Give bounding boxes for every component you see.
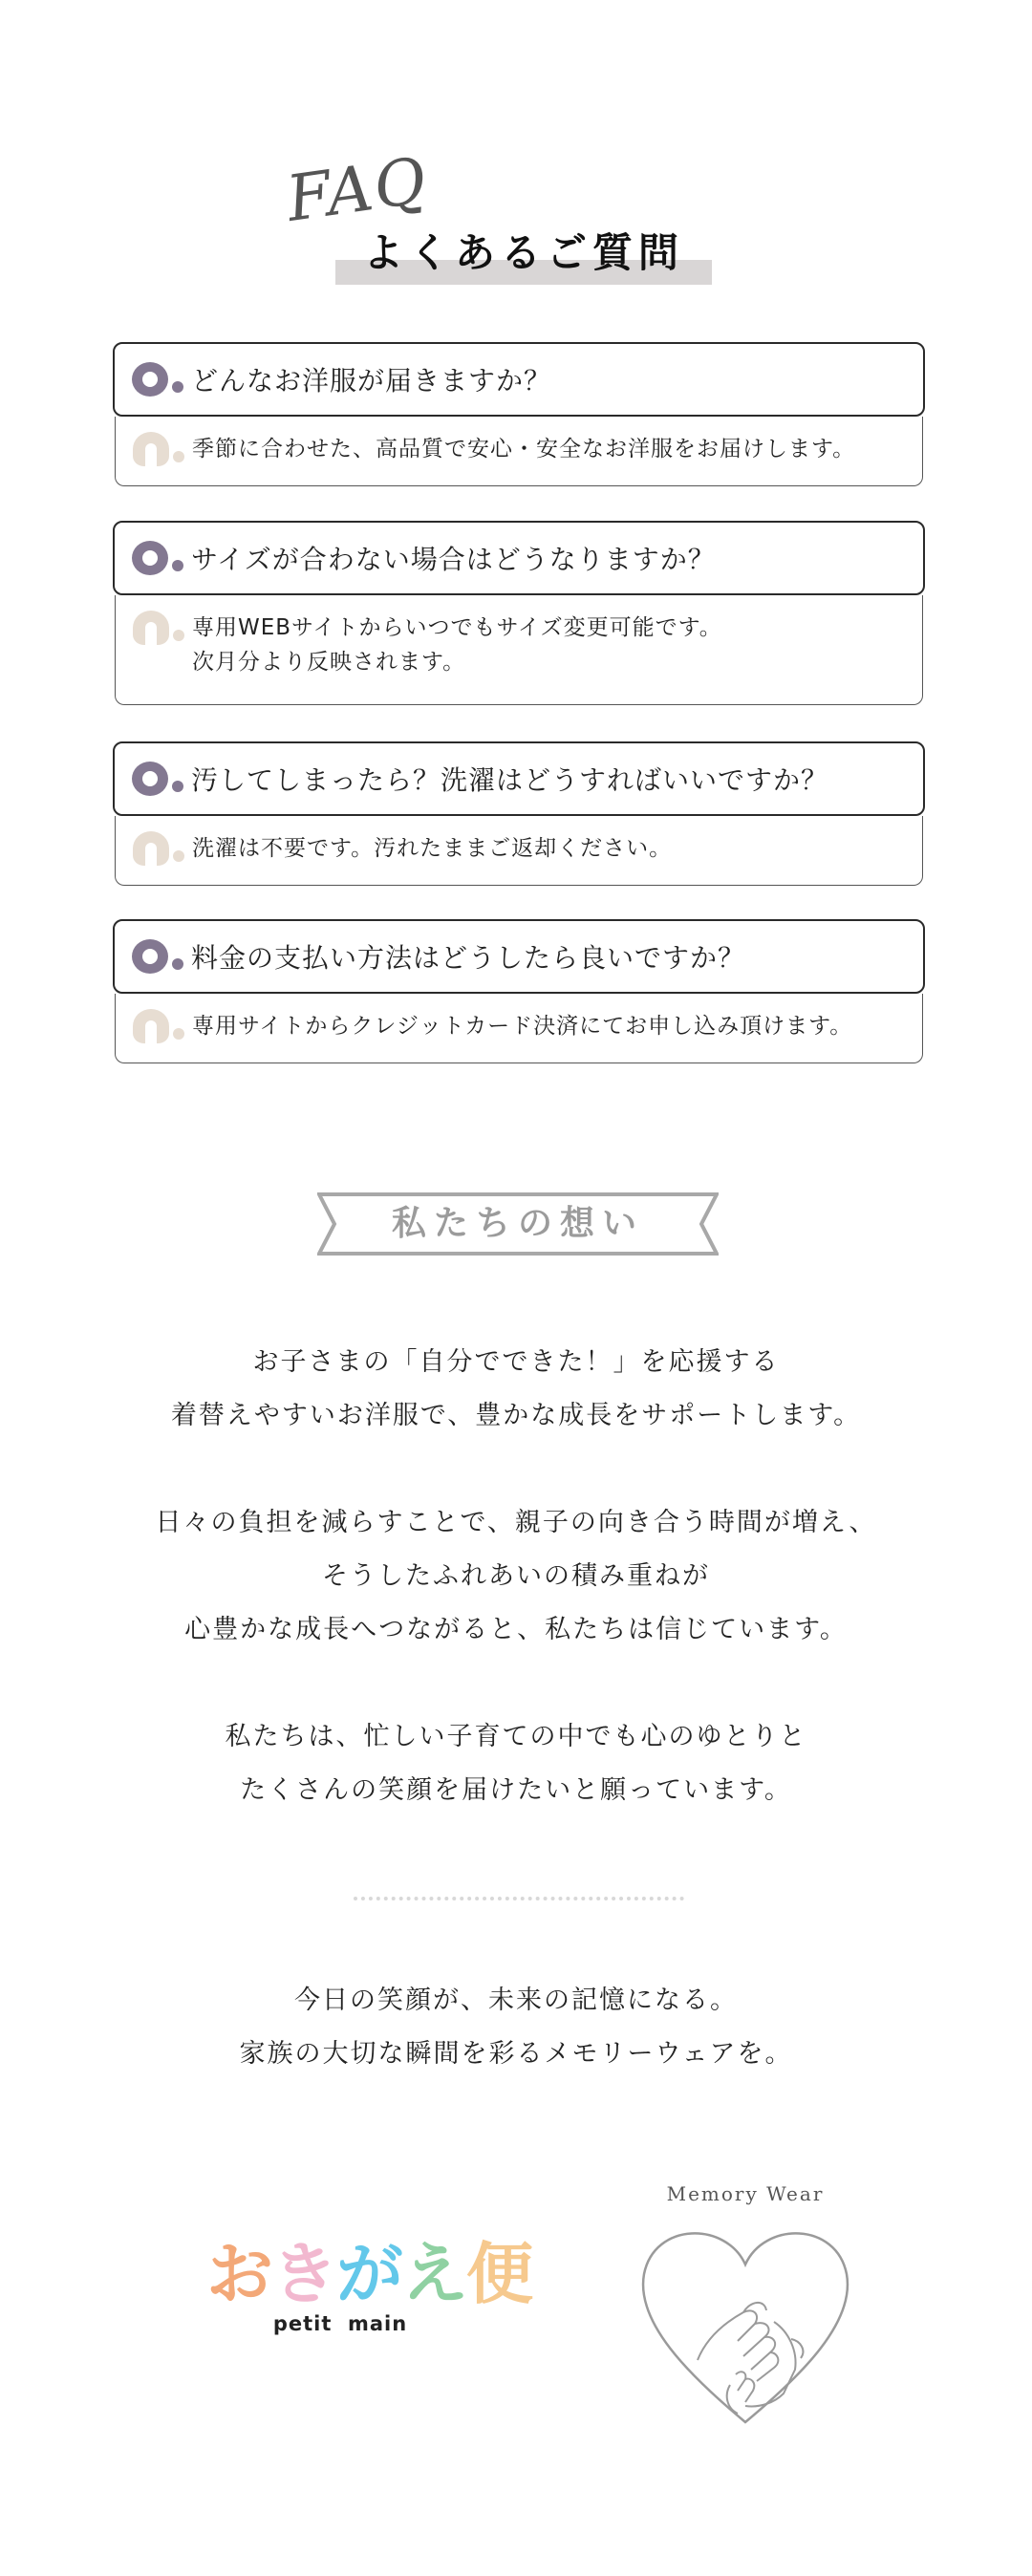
thoughts-title: 私たちの想い [391, 1204, 644, 1243]
logo-char: 便 [466, 2235, 531, 2313]
faq-answer [192, 1007, 852, 1043]
faq-question-box[interactable] [113, 521, 925, 595]
faq-answer-box [115, 417, 923, 486]
a-icon [133, 829, 186, 868]
logo-subtitle: petit main [272, 2312, 408, 2335]
logo-char: お [206, 2235, 271, 2313]
thoughts-paragraph-1 [57, 1336, 975, 1443]
faq-question: サイズが合わない場合はどうなりますか？ [191, 544, 716, 575]
dotted-divider [354, 1897, 684, 1900]
message-line: 今日の笑顔が、未来の記憶になる。 [294, 1986, 738, 2015]
message-line: お子さまの「自分でできた！」を応援する [252, 1347, 780, 1377]
logo-char: え [401, 2235, 466, 2313]
thoughts-paragraph-3 [57, 1710, 975, 1817]
message-line: たくさんの笑顔を届けたいと願っています。 [240, 1775, 792, 1805]
faq-item-3 [113, 741, 925, 886]
faq-answer-box [115, 595, 923, 705]
message-line: 着替えやすいお洋服で、豊かな成長をサポートします。 [170, 1401, 862, 1430]
faq-answer-line: 専用WEBサイトからいつでもサイズ変更可能です。 [192, 615, 722, 640]
thoughts-paragraph-2 [57, 1496, 975, 1657]
faq-answer [192, 829, 672, 866]
q-icon [132, 360, 185, 398]
faq-question-box[interactable] [113, 342, 925, 417]
faq-answer-line: 洗濯は不要です。汚れたままご返却ください。 [192, 836, 673, 861]
faq-item-2 [113, 521, 925, 705]
okigae-bin-logo [206, 2235, 531, 2335]
faq-question-box[interactable] [113, 919, 925, 994]
faq-item-4 [113, 919, 925, 1063]
faq-answer-box [115, 994, 923, 1063]
faq-question-box[interactable] [113, 741, 925, 816]
memory-wear-label: Memory Wear [666, 2182, 825, 2205]
faq-answer [192, 609, 722, 679]
faq-answer-line: 季節に合わせた、高品質で安心・安全なお洋服をお届けします。 [192, 437, 856, 462]
faq-answer [192, 430, 855, 466]
faq-item-1 [113, 342, 925, 486]
logo-char: が [336, 2235, 401, 2313]
closing-message [57, 1974, 975, 2081]
message-line: 私たちは、忙しい子育ての中でも心のゆとりと [225, 1722, 807, 1751]
faq-answer-box [115, 816, 923, 886]
faq-title: よくあるご質問 [362, 229, 684, 276]
faq-question: 汚してしまったら？洗濯はどうすればいいですか？ [191, 764, 829, 796]
faq-answer-line: 専用サイトからクレジットカード決済にてお申し込み頂けます。 [192, 1014, 853, 1039]
faq-answer-line: 次月分より反映されます。 [192, 650, 466, 675]
a-icon [133, 430, 186, 468]
q-icon [132, 937, 185, 976]
faq-script-label: FAQ [282, 143, 433, 236]
message-line: そうしたふれあいの積み重ねが [322, 1561, 710, 1591]
logo-char: き [271, 2235, 336, 2313]
message-line: 心豊かな成長へつながると、私たちは信じています。 [184, 1615, 848, 1644]
faq-question: どんなお洋服が届きますか？ [191, 365, 552, 397]
faq-question: 料金の支払い方法はどうしたら良いですか？ [191, 942, 746, 974]
a-icon [133, 1007, 186, 1045]
q-icon [132, 760, 185, 798]
message-line: 家族の大切な瞬間を彩るメモリーウェアを。 [239, 2039, 793, 2069]
logo-wordmark [206, 2235, 531, 2313]
a-icon [133, 609, 186, 647]
heart-hands-icon [631, 2217, 860, 2436]
q-icon [132, 539, 185, 577]
message-line: 日々の負担を減らすことで、親子の向き合う時間が増え、 [155, 1508, 877, 1537]
